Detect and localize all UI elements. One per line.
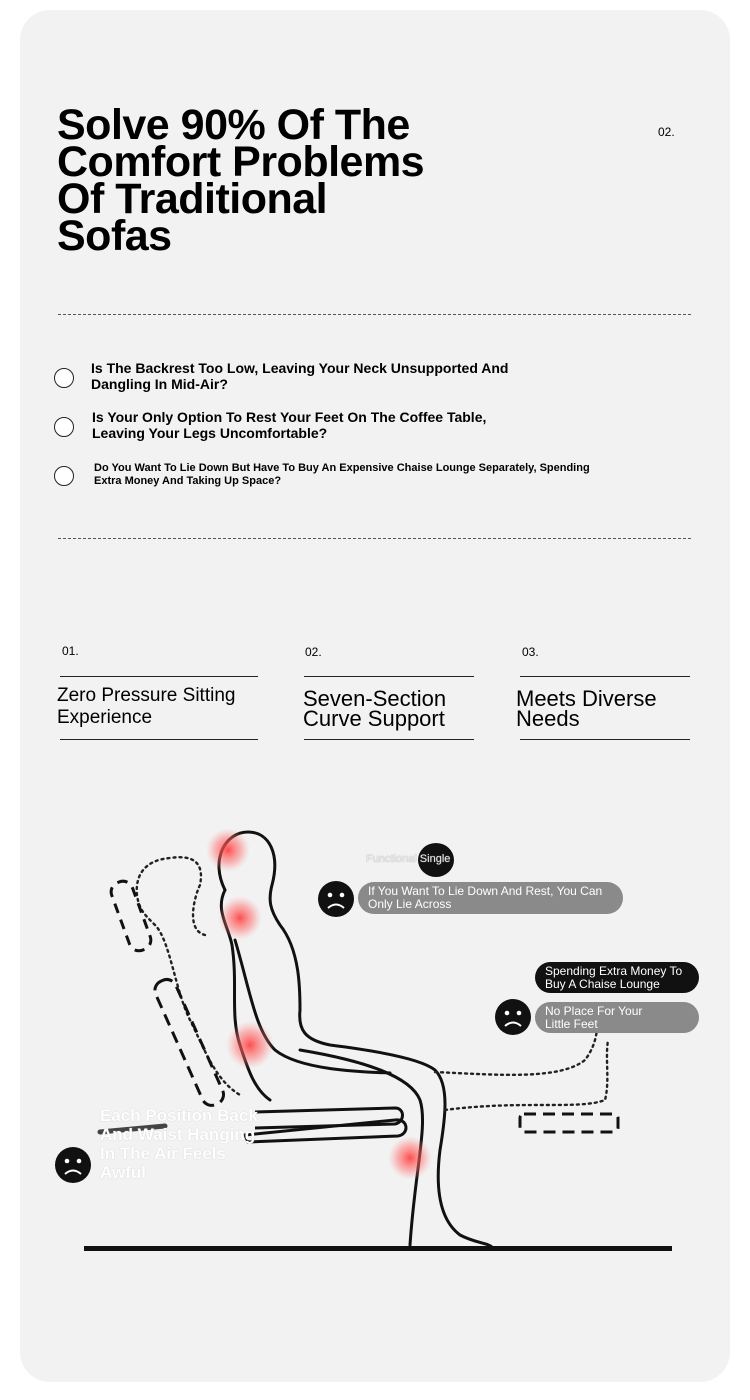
question-item-chaise: [54, 462, 590, 487]
feature-rule: [520, 739, 690, 740]
radio-circle[interactable]: [54, 417, 74, 437]
dashed-divider-bottom: [58, 538, 691, 539]
feature-number: 02.: [305, 645, 322, 659]
feature-rule: [60, 739, 258, 740]
dashed-divider-top: [58, 314, 691, 315]
section-tag: 02.: [658, 125, 675, 139]
question-item-feet: [54, 409, 487, 441]
hero-title: Solve 90% Of The Comfort Problems Of Traditional Sofas: [57, 101, 425, 260]
question-text: Is The Backrest Too Low, Leaving Your Neck Unsupported And Dangling In Mid-Air?: [91, 360, 509, 392]
sad-face-icon: [54, 1146, 92, 1184]
callout-waist: Each Position Back And Waist Hanging In The Air Feels Awful: [100, 1106, 258, 1182]
radio-circle[interactable]: [54, 466, 74, 486]
feature-number: 03.: [522, 645, 539, 659]
feature-rule: [520, 676, 690, 677]
pressure-spot-shoulder: [218, 896, 262, 940]
floor-line: [84, 1246, 672, 1251]
sad-face-icon: [494, 998, 532, 1036]
feature-title: Seven-Section Curve Support: [303, 686, 447, 731]
feature-rule: [304, 676, 474, 677]
feature-number: 01.: [62, 644, 79, 658]
pressure-spot-neck: [206, 828, 250, 872]
feature-title: Zero Pressure Sitting Experience: [57, 685, 236, 728]
question-text: Do You Want To Lie Down But Have To Buy An Expensive Chaise Lounge Separately, Spending Extra Money And Taking Up Space?: [94, 462, 590, 487]
pressure-spot-waist: [226, 1021, 274, 1069]
feature-rule: [60, 676, 258, 677]
footrest-dashed: [520, 1114, 618, 1132]
callout-feet: No Place For Your Little Feet: [535, 1002, 699, 1033]
feature-title: Meets Diverse Needs: [516, 686, 657, 731]
backrest-dashed: [152, 976, 227, 1108]
functional-label: Functional Single: [366, 853, 451, 865]
sad-face-icon: [317, 880, 355, 918]
radio-circle[interactable]: [54, 368, 74, 388]
question-text: Is Your Only Option To Rest Your Feet On The Coffee Table, Leaving Your Legs Uncomfortable?: [92, 409, 487, 441]
question-item-backrest: [54, 360, 509, 392]
callout-lie-across: If You Want To Lie Down And Rest, You Can Only Lie Across: [358, 882, 623, 914]
feature-rule: [304, 739, 474, 740]
pressure-spot-knee: [388, 1136, 432, 1180]
callout-chaise: Spending Extra Money To Buy A Chaise Lounge: [535, 962, 699, 993]
